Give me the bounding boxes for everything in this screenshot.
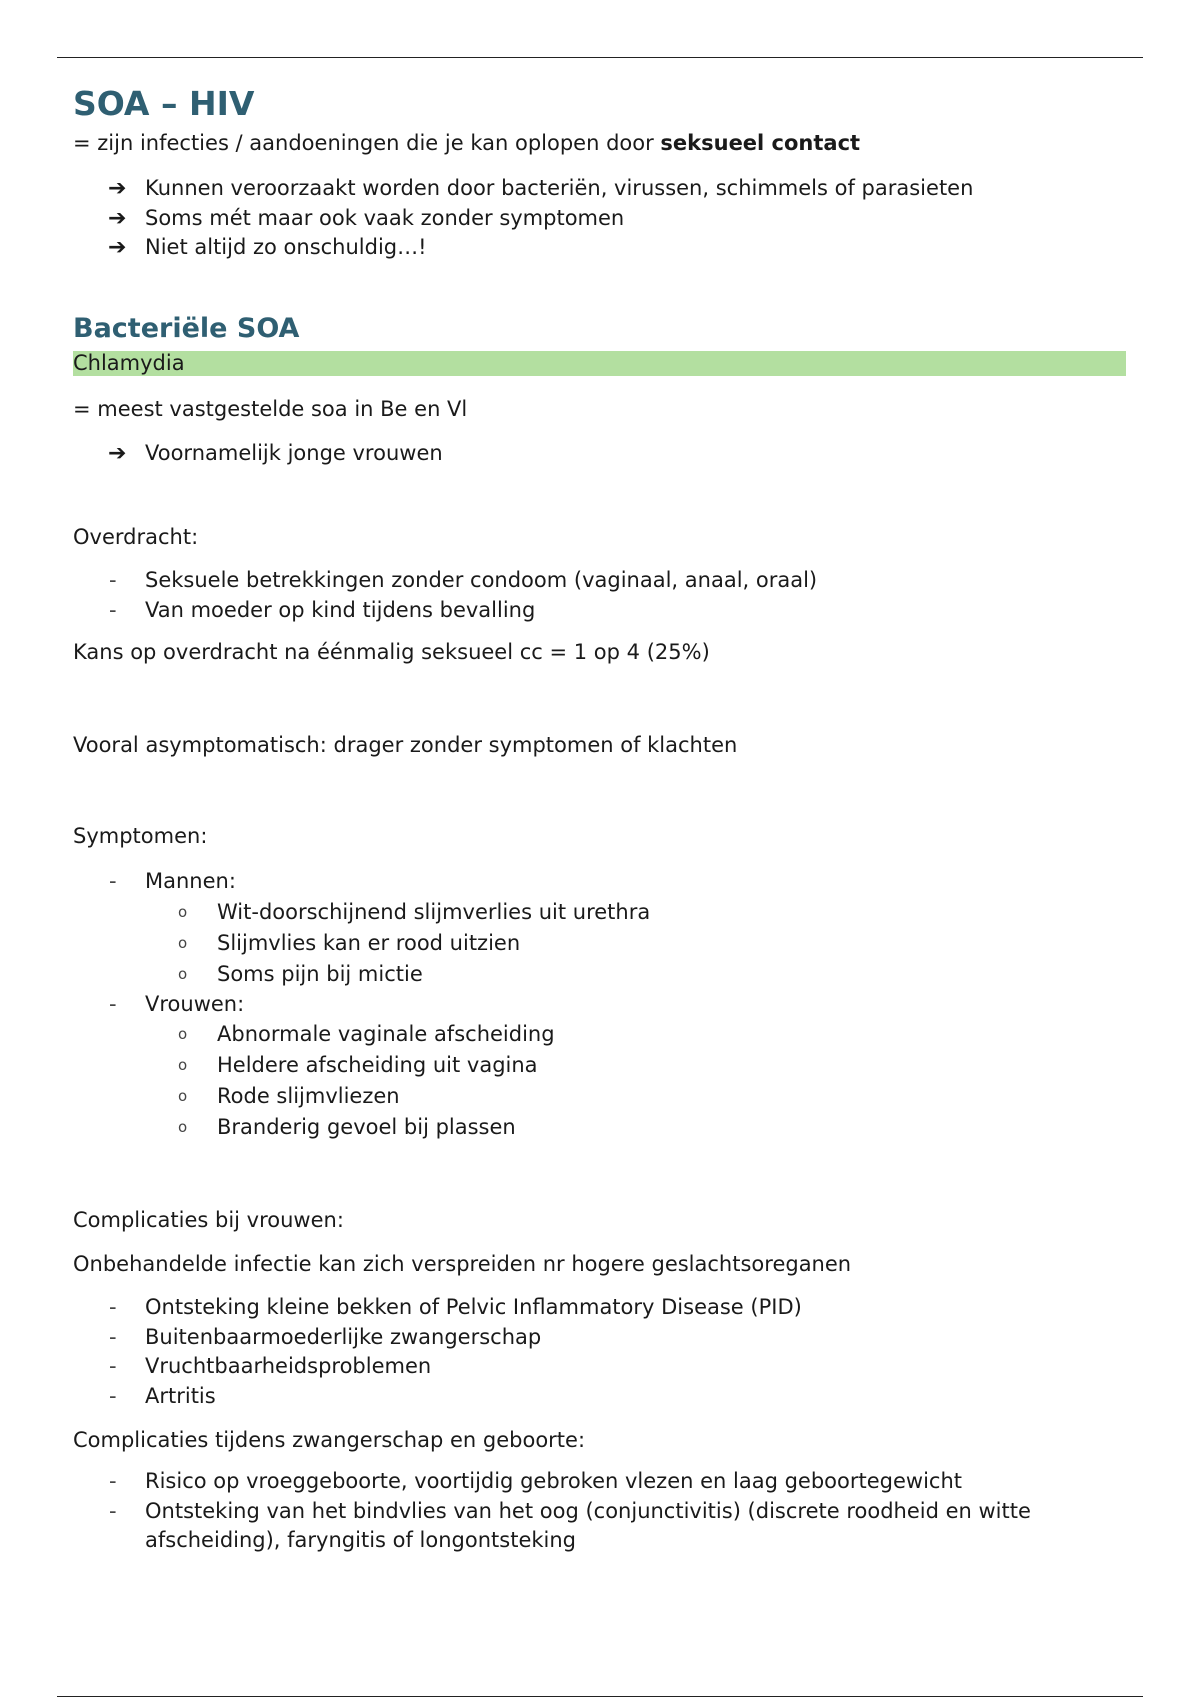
- circle-bullet: o: [178, 1118, 188, 1136]
- symptoms-list: [73, 867, 1133, 897]
- document-page: [73, 82, 1133, 1556]
- page-title: SOA – HIV: [73, 84, 255, 123]
- list-item: o Branderig gevoel bij plassen: [145, 1112, 1133, 1143]
- dash-bullet: -: [109, 869, 117, 893]
- dash-bullet: -: [109, 1383, 117, 1408]
- transmission-label: Overdracht:: [73, 525, 199, 549]
- list-item: - Ontsteking van het bindvlies van het oog (conjunctivitis) (discrete roodheid en witte afscheiding), faryngitis of longontsteking: [109, 1498, 1031, 1552]
- list-item: - Artritis: [73, 1382, 1133, 1412]
- dash-bullet: -: [109, 568, 117, 592]
- list-item: ➔ Voornamelijk jonge vrouwen: [73, 439, 1133, 469]
- section-title: Bacteriële SOA: [73, 312, 300, 344]
- dash-bullet: -: [109, 1354, 117, 1378]
- list-item: ➔ Soms mét maar ook vaak zonder symptomen: [73, 204, 1133, 234]
- arrow-icon: ➔: [108, 205, 127, 231]
- asymptomatic-note: Vooral asymptomatisch: drager zonder symptomen of klachten: [73, 733, 738, 757]
- dash-bullet: -: [109, 1469, 117, 1493]
- dash-bullet: -: [109, 597, 117, 622]
- women-symptoms-list: [145, 1019, 1133, 1143]
- dash-bullet: -: [109, 991, 117, 1016]
- circle-bullet: o: [178, 902, 188, 921]
- complications-pregnancy-label: Complicaties tijdens zwangerschap en geboorte:: [73, 1428, 586, 1452]
- list-item: o Heldere afscheiding uit vagina: [145, 1050, 1133, 1081]
- intro-bold: seksueel contact: [660, 131, 861, 155]
- list-item: ➔ Kunnen veroorzaakt worden door bacteriën, virussen, schimmels of parasieten: [73, 174, 1133, 204]
- symptoms-list-women: [73, 990, 1133, 1020]
- chlamydia-heading: Chlamydia: [73, 351, 1126, 376]
- complications-women-list: [73, 1293, 1133, 1411]
- arrow-icon: ➔: [108, 440, 127, 466]
- dash-bullet: -: [109, 1498, 117, 1523]
- list-item: - Buitenbaarmoederlijke zwangerschap: [73, 1323, 1133, 1353]
- top-rule: [57, 57, 1143, 58]
- list-item: - Risico op vroeggeboorte, voortijdig gebroken vlezen en laag geboortegewicht: [73, 1467, 1093, 1497]
- complications-women-intro: Onbehandelde infectie kan zich verspreiden nr hogere geslachtsoreganen: [73, 1252, 852, 1276]
- arrow-icon: ➔: [108, 176, 127, 201]
- list-item: - Ontsteking kleine bekken of Pelvic Inflammatory Disease (PID): [73, 1293, 1133, 1323]
- arrow-icon: ➔: [108, 235, 127, 260]
- list-item: o Abnormale vaginale afscheiding: [145, 1019, 1133, 1050]
- list-item: ➔ Niet altijd zo onschuldig…!: [73, 233, 1133, 263]
- chlamydia-definition: = meest vastgestelde soa in Be en Vl: [73, 396, 468, 421]
- transmission-chance: Kans op overdracht na éénmalig seksueel cc = 1 op 4 (25%): [73, 640, 710, 664]
- intro-definition: [73, 128, 1133, 158]
- transmission-list: [73, 566, 1133, 625]
- list-item: o Slijmvlies kan er rood uitzien: [145, 928, 1133, 959]
- men-label: Mannen:: [145, 869, 236, 893]
- men-symptoms-list: [145, 897, 1133, 990]
- list-item: - Vruchtbaarheidsproblemen: [73, 1352, 1133, 1382]
- circle-bullet: o: [178, 964, 188, 983]
- definition-bullet-list: [73, 439, 1133, 469]
- list-item: - Van moeder op kind tijdens bevalling: [73, 596, 1133, 626]
- list-item: o Soms pijn bij mictie: [145, 959, 1133, 990]
- list-item: o Rode slijmvliezen: [145, 1081, 1133, 1112]
- list-item: - Seksuele betrekkingen zonder condoom (vaginaal, anaal, oraal): [73, 566, 1133, 596]
- dash-bullet: -: [109, 1295, 117, 1319]
- list-item: [73, 867, 1133, 897]
- intro-bullet-list: [73, 174, 1133, 263]
- list-item: [73, 990, 1133, 1020]
- bottom-rule: [57, 1696, 1143, 1697]
- dash-bullet: -: [109, 1324, 117, 1349]
- circle-bullet: o: [178, 1087, 188, 1105]
- intro-prefix: = zijn infecties / aandoeningen die je kan oplopen door: [73, 131, 661, 155]
- circle-bullet: o: [178, 933, 188, 952]
- women-label: Vrouwen:: [145, 991, 245, 1016]
- circle-bullet: o: [178, 1056, 188, 1074]
- circle-bullet: o: [178, 1025, 188, 1043]
- complications-pregnancy-list: [73, 1467, 1093, 1556]
- list-item: o Wit-doorschijnend slijmverlies uit urethra: [145, 897, 1133, 928]
- complications-women-label: Complicaties bij vrouwen:: [73, 1208, 344, 1232]
- symptoms-label: Symptomen:: [73, 824, 208, 848]
